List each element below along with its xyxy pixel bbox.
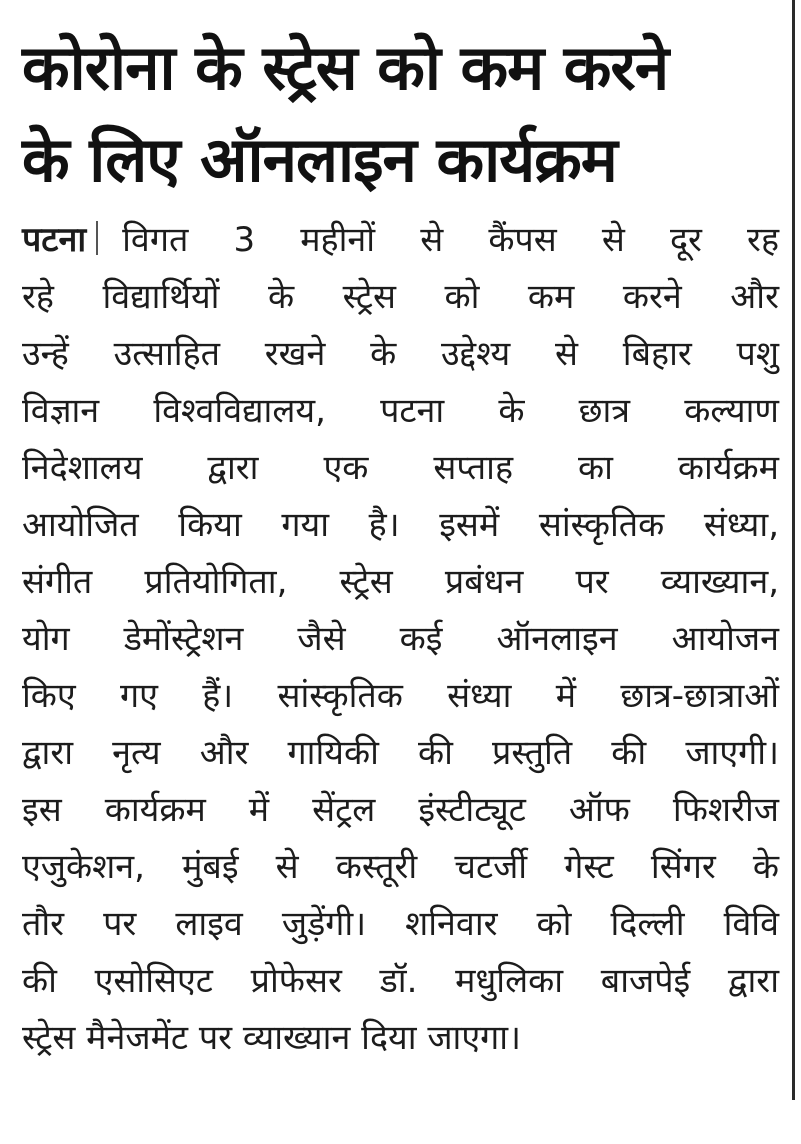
article-line: एजुकेशन, मुंबई से कस्तूरी चटर्जी गेस्ट सिंगर के [22,847,779,887]
article-line: उन्हें उत्साहित रखने के उद्देश्य से बिहार पशु [22,334,779,374]
article-line: स्ट्रेस मैनेजमेंट पर व्याख्यान दिया जाएगा। [22,1018,521,1058]
article-body [22,212,779,1067]
column-rule [792,0,795,1100]
article-line-1 [22,212,779,269]
article-line: द्वारा नृत्य और गायिकी की प्रस्तुति की जाएगी। [22,733,779,773]
article-line: संगीत प्रतियोगिता, स्ट्रेस प्रबंधन पर व्याख्यान, [22,562,779,602]
article-line: आयोजित किया गया है। इसमें सांस्कृतिक संध्या, [22,505,779,545]
headline [22,22,779,206]
headline-line-2: के लिए ऑनलाइन कार्यक्रम [22,123,617,196]
headline-line-1: कोरोना के स्ट्रेस को कम करने [22,31,669,104]
article-line: तौर पर लाइव जुड़ेंगी। शनिवार को दिल्ली विवि [22,904,779,944]
article-line: इस कार्यक्रम में सेंट्रल इंस्टीट्यूट ऑफ फिशरीज [22,790,779,830]
article-first-line-text: विगत 3 महीनों से कैंपस से दूर रह [122,220,779,260]
article-line: की एसोसिएट प्रोफेसर डॉ. मधुलिका बाजपेई द्वारा [22,961,779,1001]
article-line: विज्ञान विश्वविद्यालय, पटना के छात्र कल्याण [22,391,779,431]
article-line: किए गए हैं। सांस्कृतिक संध्या में छात्र-छात्राओं [22,676,779,716]
dateline-separator [96,221,98,255]
article-line: निदेशालय द्वारा एक सप्ताह का कार्यक्रम [22,448,779,488]
article-line: योग डेमोंस्ट्रेशन जैसे कई ऑनलाइन आयोजन [22,619,779,659]
article-line: रहे विद्यार्थियों के स्ट्रेस को कम करने और [22,277,779,317]
dateline: पटना [22,220,87,260]
